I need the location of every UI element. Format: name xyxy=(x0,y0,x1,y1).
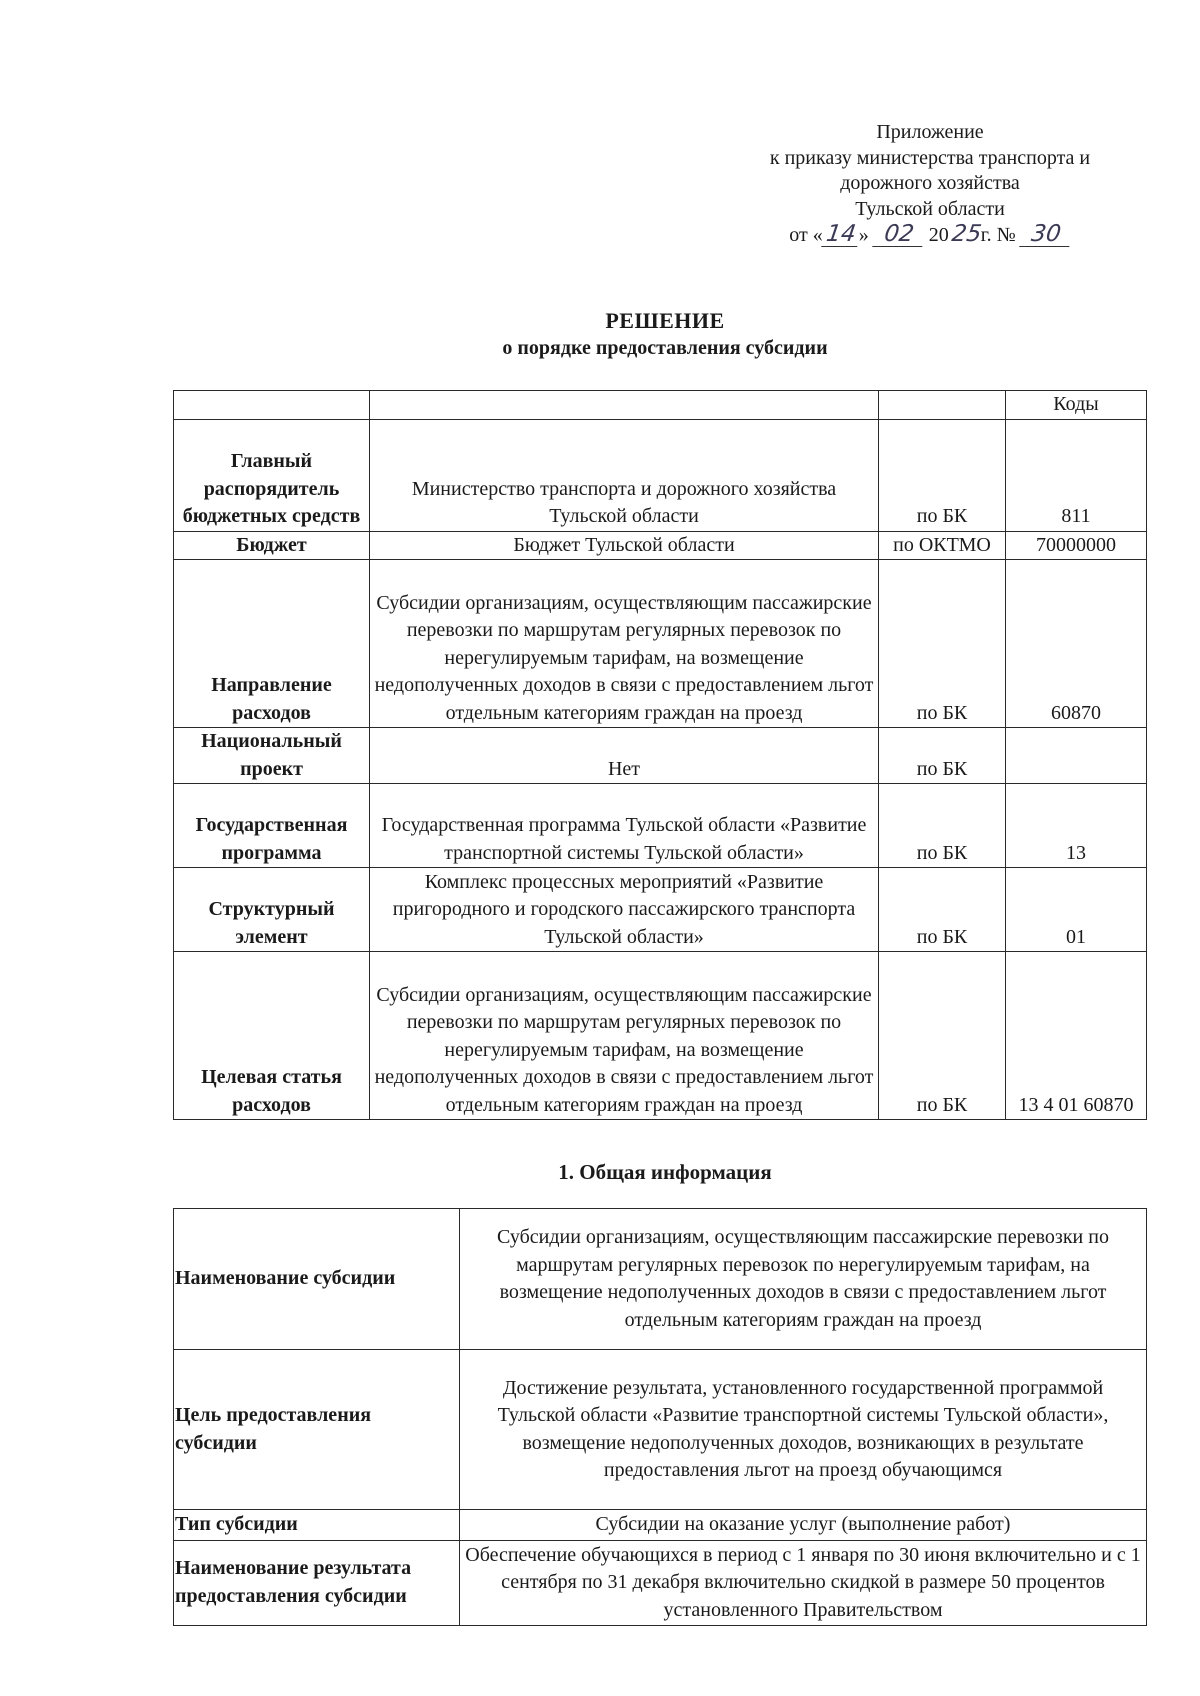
document-title: РЕШЕНИЕ xyxy=(605,308,725,333)
code-label: по БК xyxy=(879,419,1006,531)
row-label: Наименование результата предоставления субсидии xyxy=(174,1540,460,1626)
handwritten-month: 02 xyxy=(872,222,926,247)
row-label: Структурный элемент xyxy=(174,868,370,952)
table-row xyxy=(174,419,1147,531)
number-prefix: г. № xyxy=(980,224,1016,246)
table-row xyxy=(174,1540,1147,1626)
row-value: Субсидии организациям, осуществляющим пассажирские перевозки по маршрутам регулярных перевозок по нерегулируемым тарифам, на возмещение недополученных доходов в связи с предоставлением льгот отдельным категориям граждан на проезд xyxy=(460,1209,1147,1350)
section-title: 1. Общая информация xyxy=(558,1160,772,1184)
row-value: Субсидии организациям, осуществляющим пассажирские перевозки по маршрутам регулярных перевозок по нерегулируемым тарифам, на возмещение недополученных доходов в связи с предоставлением льгот отдельным категориям граждан на проезд xyxy=(370,952,879,1120)
table-row xyxy=(174,1350,1147,1510)
row-label: Целевая статья расходов xyxy=(174,952,370,1120)
row-value: Бюджет Тульской области xyxy=(370,531,879,560)
codes-header: Коды xyxy=(1006,391,1147,420)
table-row xyxy=(174,531,1147,560)
row-label: Национальный проект xyxy=(174,728,370,784)
code-value: 60870 xyxy=(1006,560,1147,728)
code-label: по БК xyxy=(879,784,1006,868)
code-value: 13 4 01 60870 xyxy=(1006,952,1147,1120)
row-value: Комплекс процессных мероприятий «Развитие пригородного и городского пассажирского транспорта Тульской области» xyxy=(370,868,879,952)
row-label: Государственная программа xyxy=(174,784,370,868)
code-value: 811 xyxy=(1006,419,1147,531)
row-label: Наименование субсидии xyxy=(174,1209,460,1350)
row-value: Министерство транспорта и дорожного хозяйства Тульской области xyxy=(370,419,879,531)
code-value: 70000000 xyxy=(1006,531,1147,560)
table-cell xyxy=(174,391,370,420)
handwritten-year: 25 xyxy=(949,221,983,247)
appendix-line: Тульской области xyxy=(855,197,1005,220)
appendix-line: к приказу министерства транспорта и xyxy=(769,146,1091,169)
handwritten-day: 14 xyxy=(821,222,861,247)
order-date-line xyxy=(740,222,1120,249)
row-label: Главный распорядитель бюджетных средств xyxy=(174,419,370,531)
year-prefix: 20 xyxy=(928,224,949,246)
code-label: по БК xyxy=(879,728,1006,784)
decision-codes-table xyxy=(173,390,1147,1120)
code-label: по ОКТМО xyxy=(879,531,1006,560)
table-row xyxy=(174,1209,1147,1350)
code-label: по БК xyxy=(879,952,1006,1120)
table-row xyxy=(174,560,1147,728)
table-row xyxy=(174,784,1147,868)
row-label: Бюджет xyxy=(174,531,370,560)
appendix-line: дорожного хозяйства xyxy=(840,172,1020,194)
table-row xyxy=(174,952,1147,1120)
table-cell xyxy=(879,391,1006,420)
row-value: Государственная программа Тульской области «Развитие транспортной системы Тульской области» xyxy=(370,784,879,868)
handwritten-order-number: 30 xyxy=(1019,222,1073,247)
table-row xyxy=(174,868,1147,952)
row-value: Обеспечение обучающихся в период с 1 января по 30 июня включительно и с 1 сентября по 31 декабря включительно скидкой в размере 50 процентов установленного Правительством xyxy=(460,1540,1147,1626)
code-value: 01 xyxy=(1006,868,1147,952)
date-mid: » xyxy=(858,224,869,246)
row-value: Субсидии организациям, осуществляющим пассажирские перевозки по маршрутам регулярных перевозок по нерегулируемым тарифам, на возмещение недополученных доходов в связи с предоставлением льгот отдельным категориям граждан на проезд xyxy=(370,560,879,728)
table-row xyxy=(174,728,1147,784)
code-value xyxy=(1006,728,1147,784)
code-value: 13 xyxy=(1006,784,1147,868)
row-value: Нет xyxy=(370,728,879,784)
row-label: Цель предоставления субсидии xyxy=(174,1350,460,1510)
row-value: Достижение результата, установленного государственной программой Тульской области «Развитие транспортной системы Тульской области», возмещение недополученных доходов, возникающих в результате предоставления льгот на проезд обучающимся xyxy=(460,1350,1147,1510)
table-row xyxy=(174,391,1147,420)
appendix-header xyxy=(740,120,1120,249)
code-label: по БК xyxy=(879,868,1006,952)
appendix-line: Приложение xyxy=(876,121,984,143)
row-label: Тип субсидии xyxy=(174,1510,460,1541)
date-prefix: от « xyxy=(789,224,823,246)
general-info-table xyxy=(173,1208,1147,1626)
document-subtitle: о порядке предоставления субсидии xyxy=(502,337,828,359)
row-value: Субсидии на оказание услуг (выполнение работ) xyxy=(460,1510,1147,1541)
table-row xyxy=(174,1510,1147,1541)
table-cell xyxy=(370,391,879,420)
row-label: Направление расходов xyxy=(174,560,370,728)
code-label: по БК xyxy=(879,560,1006,728)
